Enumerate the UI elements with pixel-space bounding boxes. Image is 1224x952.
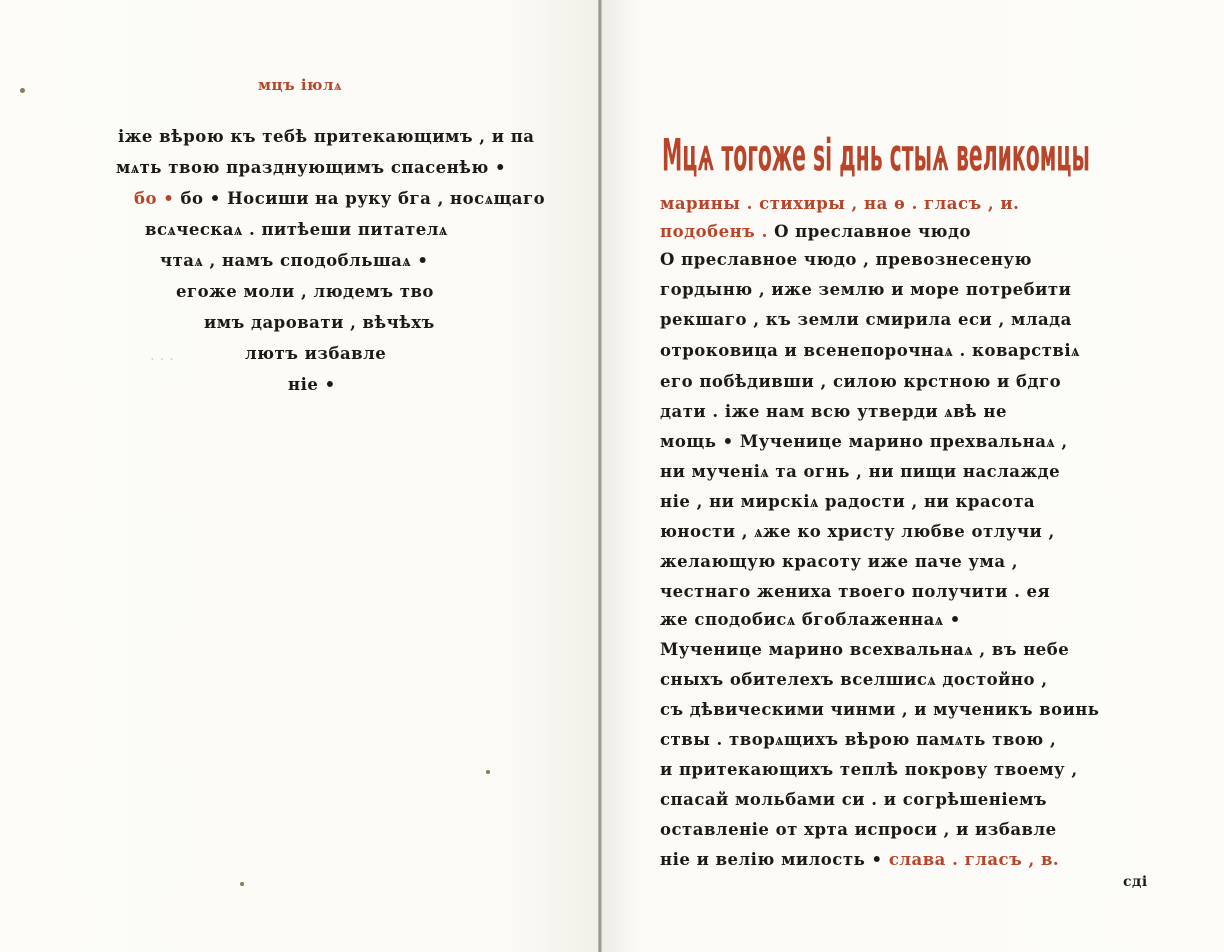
text-line: егоже моли , людемъ тво [176, 282, 434, 301]
text-line: гордыню , иже землю и море потребити [660, 280, 1072, 299]
text-line: дати . іже нам всю утверди ѧвѣ не [660, 402, 1007, 421]
text-line [660, 848, 1059, 872]
text-line: отроковица и всенепорочнаѧ . коварствіѧ [660, 341, 1080, 360]
red-rubric: слава . гласъ , в. [888, 850, 1060, 869]
text-line [134, 187, 545, 211]
text-line: ствы . творѧщихъ вѣрою памѧть твою , [660, 730, 1057, 749]
text-line: оставленіе от хрта испроси , и избавле [660, 820, 1057, 839]
running-head: мцъ іюлѧ [258, 76, 342, 94]
subtitle-line [660, 220, 971, 244]
text-line: лютъ избавле [245, 344, 387, 363]
text-line: же сподобисѧ бгоблаженнаѧ • [660, 610, 961, 629]
text-line: юности , ѧже ко христу любве отлучи , [660, 522, 1055, 541]
text-line: спасай мольбами си . и согрѣшеніемъ [660, 790, 1048, 809]
subtitle-line: марины . стихиры , на ѳ . гласъ , и. [660, 194, 1020, 213]
red-rubric: бо • [134, 189, 181, 208]
paper-speck [240, 882, 244, 886]
text-line-rest: бо • Носиши на руку бга , носѧщаго [180, 189, 546, 208]
text-line: честнаго жениха твоего получити . ея [660, 582, 1051, 601]
text-line: ніе , ни мирскіѧ радости , ни красота [660, 492, 1036, 511]
text-line: мощь • Мученице марино прехвальнаѧ , [660, 432, 1068, 451]
left-page [0, 0, 600, 952]
paper-speck [486, 770, 490, 774]
text-line: и притекающихъ теплѣ покрову твоему , [660, 760, 1078, 779]
text-line-start: ніе и велію милость • [660, 850, 883, 869]
page-number: сді [1123, 874, 1148, 890]
text-line: всѧческаѧ . питѣеши питателѧ [145, 220, 448, 239]
chapter-title: Мцѧ тогоже ѕі днь стыѧ великомцы [662, 130, 1090, 183]
subtitle-rest: О преславное чюдо [774, 222, 971, 241]
text-line: имъ даровати , вѣчѣхъ [204, 313, 435, 332]
text-line: О преславное чюдо , превознесеную [660, 250, 1032, 269]
bleed-through-text: · · · [150, 350, 174, 368]
text-line: ни мученіѧ та огнь , ни пищи наслажде [660, 462, 1061, 481]
text-line: іже вѣрою къ тебѣ притекающимъ , и па [118, 127, 535, 146]
text-line: мѧть твою празднующимъ спасенѣю • [116, 158, 507, 177]
subtitle-red: подобенъ . [660, 222, 768, 241]
text-line: желающую красоту иже паче ума , [660, 552, 1019, 571]
book-gutter [598, 0, 602, 952]
text-line: ніе • [288, 375, 336, 394]
text-line: его побѣдивши , силою крстною и бдго [660, 372, 1062, 391]
text-line: съ дѣвическими чинми , и мученикъ воинь [660, 700, 1100, 719]
text-line: сныхъ обителехъ вселшисѧ достойно , [660, 670, 1048, 689]
text-line: рекшаго , къ земли смирила еси , млада [660, 310, 1072, 329]
text-line: чтаѧ , намъ сподобльшаѧ • [160, 251, 429, 270]
text-line: Мученице марино всехвальнаѧ , въ небе [660, 640, 1070, 659]
